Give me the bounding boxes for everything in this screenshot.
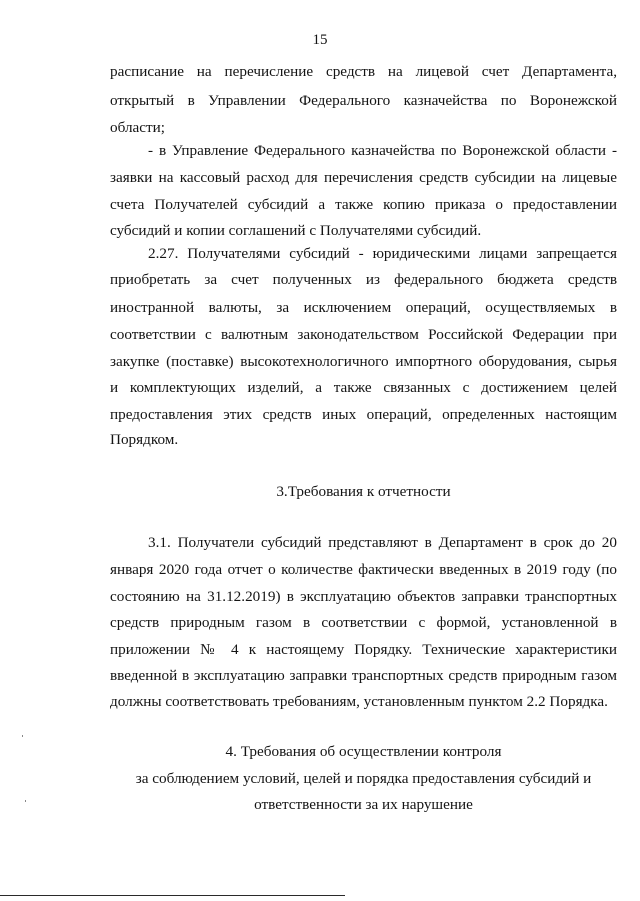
text-line: предоставления этих средств иных операций, определенных настоящим <box>110 406 617 423</box>
text-line: области; <box>110 119 165 136</box>
text-line: Порядком. <box>110 431 179 448</box>
bottom-rule <box>0 895 345 896</box>
section-heading: 4. Требования об осуществлении контроля <box>225 743 502 760</box>
text-line: - в Управление Федерального казначейства по Воронежской области - <box>148 142 617 159</box>
text-line: января 2020 года отчет о количестве фактически введенных в 2019 году (по <box>110 561 617 578</box>
text-line: введенной в эксплуатацию заправки транспортных средств природным газом <box>110 667 617 684</box>
text-line: приложении № 4 к настоящему Порядку. Технические характеристики <box>110 641 617 658</box>
text-line: открытый в Управлении Федерального казначейства по Воронежской <box>110 92 617 109</box>
text-line: средств природным газом в соответствии с формой, установленной в <box>110 614 617 631</box>
text-line: 3.1. Получатели субсидий представляют в Департамент в срок до 20 <box>148 534 617 551</box>
text-line: состоянию на 31.12.2019) в эксплуатацию объектов заправки транспортных <box>110 588 617 605</box>
text-line: субсидий и копии соглашений с Получателями субсидий. <box>110 222 482 239</box>
text-line: счета Получателей субсидий а также копию приказа о предоставлении <box>110 196 617 213</box>
text-line: 2.27. Получателями субсидий - юридическими лицами запрещается <box>148 245 617 262</box>
scan-speck <box>22 735 23 737</box>
text-line: соответствии с валютным законодательством Российской Федерации при <box>110 326 617 343</box>
text-line: закупке (поставке) высокотехнологичного импортного оборудования, сырья <box>110 353 617 370</box>
page-number: 15 <box>312 32 328 48</box>
scan-speck <box>25 800 26 802</box>
text-line: заявки на кассовый расход для перечисления средств субсидии на лицевые <box>110 169 617 186</box>
text-line: иностранной валюты, за исключением операций, осуществляемых в <box>110 299 617 316</box>
text-line: расписание на перечисление средств на лицевой счет Департамента, <box>110 63 617 80</box>
text-line: приобретать за счет полученных из федерального бюджета средств <box>110 271 617 288</box>
section-heading: ответственности за их нарушение <box>254 796 473 813</box>
text-line: должны соответствовать требованиям, установленным пунктом 2.2 Порядка. <box>110 693 608 710</box>
section-heading: 3.Требования к отчетности <box>276 483 451 500</box>
section-heading: за соблюдением условий, целей и порядка предоставления субсидий и <box>135 770 592 787</box>
text-line: и комплектующих изделий, а также связанных с достижением целей <box>110 379 617 396</box>
